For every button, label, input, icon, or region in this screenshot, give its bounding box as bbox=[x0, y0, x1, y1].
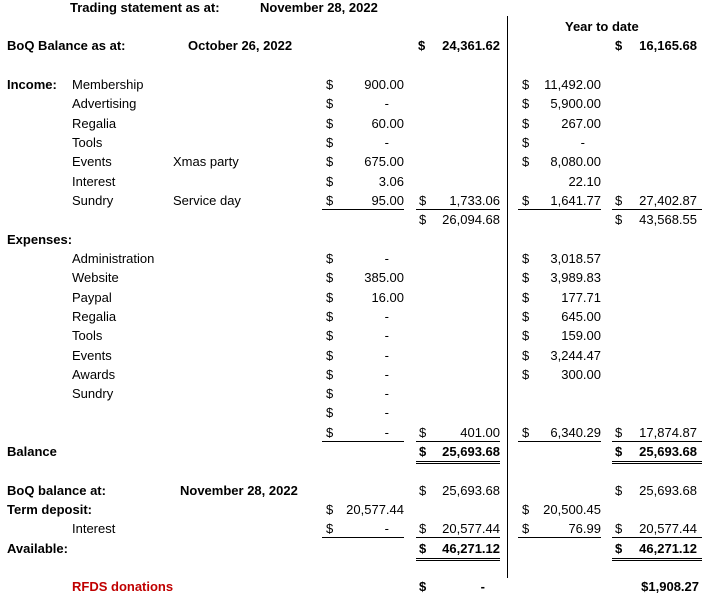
income-ytd-total-symbol: $ bbox=[615, 193, 623, 208]
expenses-ytd-total-symbol: $ bbox=[615, 425, 623, 440]
expense-symbol: $ bbox=[326, 270, 334, 285]
expense-ytd-symbol: $ bbox=[522, 270, 530, 285]
interest-ytd-symbol: $ bbox=[522, 521, 530, 536]
interest-total-symbol: $ bbox=[419, 521, 427, 536]
expenses-total: 401.00 bbox=[460, 425, 500, 440]
income-ytd-underline bbox=[518, 209, 601, 210]
income-amount: 900.00 bbox=[364, 77, 404, 92]
income-running-total: 26,094.68 bbox=[442, 212, 500, 227]
income-item: Regalia bbox=[72, 116, 117, 131]
expenses-ytd-total: 17,874.87 bbox=[639, 425, 697, 440]
ytd-divider bbox=[507, 16, 508, 578]
expense-ytd-symbol: $ bbox=[522, 367, 530, 382]
interest-total-underline bbox=[416, 537, 500, 538]
balance-ytd-amount: 25,693.68 bbox=[639, 444, 697, 459]
income-ytd-symbol: $ bbox=[522, 135, 530, 150]
expenses-ytd-sub-symbol: $ bbox=[522, 425, 530, 440]
income-ytd-running-total: 43,568.55 bbox=[639, 212, 697, 227]
opening-ytd-symbol: $ bbox=[615, 38, 623, 53]
interest-ytd-total-underline bbox=[612, 537, 702, 538]
income-ytd-running-symbol: $ bbox=[615, 212, 623, 227]
opening-ytd-amount: 16,165.68 bbox=[639, 38, 697, 53]
closing-ytd-amount: 25,693.68 bbox=[639, 483, 697, 498]
expenses-total-underline bbox=[416, 441, 500, 442]
closing-label: BoQ balance at: bbox=[7, 483, 106, 498]
income-ytd-amount: 267.00 bbox=[561, 116, 601, 131]
term-deposit-label: Term deposit: bbox=[7, 502, 92, 517]
income-ytd-amount: 8,080.00 bbox=[550, 154, 601, 169]
available-ytd-amount: 46,271.12 bbox=[639, 541, 697, 556]
expense-amount: - bbox=[384, 348, 389, 363]
opening-label: BoQ Balance as at: bbox=[7, 38, 126, 53]
income-item: Sundry bbox=[72, 193, 114, 208]
expenses-label: Expenses: bbox=[7, 232, 73, 247]
income-ytd-amount: 5,900.00 bbox=[550, 96, 601, 111]
expense-ytd-symbol: $ bbox=[522, 309, 530, 324]
expense-symbol: $ bbox=[326, 251, 334, 266]
closing-date: November 28, 2022 bbox=[180, 483, 298, 498]
expense-item: Events bbox=[72, 348, 112, 363]
opening-current-amount: 24,361.62 bbox=[442, 38, 500, 53]
expense-amount: 385.00 bbox=[364, 270, 404, 285]
interest-underline bbox=[322, 537, 404, 538]
available-double-underline bbox=[416, 558, 500, 561]
expenses-ytd-underline bbox=[518, 441, 601, 442]
expense-amount: 16.00 bbox=[371, 290, 404, 305]
opening-date: October 26, 2022 bbox=[188, 38, 293, 53]
expense-ytd-amount: 159.00 bbox=[561, 328, 601, 343]
expense-amount: - bbox=[384, 251, 389, 266]
expense-amount: - bbox=[384, 405, 389, 420]
income-ytd-symbol: $ bbox=[522, 116, 530, 131]
expenses-total-symbol: $ bbox=[419, 425, 427, 440]
income-symbol: $ bbox=[326, 154, 334, 169]
expense-amount: - bbox=[384, 309, 389, 324]
closing-amount: 25,693.68 bbox=[442, 483, 500, 498]
term-deposit-ytd-amount: 20,500.45 bbox=[543, 502, 601, 517]
income-symbol: $ bbox=[326, 77, 334, 92]
expense-item: Paypal bbox=[72, 290, 112, 305]
balance-symbol: $ bbox=[419, 444, 427, 459]
income-total-underline bbox=[416, 209, 500, 210]
expenses-ytd-subtotal: 6,340.29 bbox=[550, 425, 601, 440]
expense-ytd-symbol: $ bbox=[522, 290, 530, 305]
income-symbol: $ bbox=[326, 135, 334, 150]
interest-ytd-total: 20,577.44 bbox=[639, 521, 697, 536]
expense-ytd-amount: 645.00 bbox=[561, 309, 601, 324]
income-ytd-total: 27,402.87 bbox=[639, 193, 697, 208]
balance-label: Balance bbox=[7, 444, 57, 459]
income-running-symbol: $ bbox=[419, 212, 427, 227]
income-item: Events bbox=[72, 154, 112, 169]
balance-double-underline bbox=[416, 461, 500, 464]
available-label: Available: bbox=[7, 541, 68, 556]
statement-date: November 28, 2022 bbox=[260, 0, 378, 15]
interest-symbol: $ bbox=[326, 521, 334, 536]
expense-item: Sundry bbox=[72, 386, 114, 401]
income-ytd-symbol: $ bbox=[522, 77, 530, 92]
income-symbol: $ bbox=[326, 193, 334, 208]
expense-symbol: $ bbox=[326, 348, 334, 363]
income-note: Xmas party bbox=[173, 154, 239, 169]
interest-total: 20,577.44 bbox=[442, 521, 500, 536]
expense-symbol: $ bbox=[326, 328, 334, 343]
expense-ytd-symbol: $ bbox=[522, 328, 530, 343]
term-deposit-symbol: $ bbox=[326, 502, 334, 517]
expense-item: Administration bbox=[72, 251, 155, 266]
income-note: Service day bbox=[173, 193, 241, 208]
ytd-heading: Year to date bbox=[565, 19, 639, 34]
statement-title: Trading statement as at: bbox=[70, 0, 220, 15]
expenses-ytd-total-underline bbox=[612, 441, 702, 442]
income-ytd-symbol: $ bbox=[522, 96, 530, 111]
expense-ytd-amount: 3,244.47 bbox=[550, 348, 601, 363]
available-ytd-symbol: $ bbox=[615, 541, 623, 556]
income-item: Tools bbox=[72, 135, 103, 150]
expense-item: Regalia bbox=[72, 309, 117, 324]
expense-symbol: $ bbox=[326, 405, 334, 420]
expense-symbol: $ bbox=[326, 309, 334, 324]
closing-ytd-symbol: $ bbox=[615, 483, 623, 498]
income-ytd-symbol: $ bbox=[522, 193, 530, 208]
rfds-symbol: $ bbox=[419, 579, 427, 594]
expense-amount: - bbox=[384, 425, 389, 440]
income-amount: 3.06 bbox=[378, 174, 404, 189]
income-total: 1,733.06 bbox=[449, 193, 500, 208]
balance-amount: 25,693.68 bbox=[442, 444, 500, 459]
income-ytd-amount: - bbox=[580, 135, 585, 150]
expense-symbol: $ bbox=[326, 386, 334, 401]
expense-ytd-amount: 3,989.83 bbox=[550, 270, 601, 285]
income-item: Membership bbox=[72, 77, 144, 92]
income-symbol: $ bbox=[326, 116, 334, 131]
expense-item: Awards bbox=[72, 367, 116, 382]
expense-symbol: $ bbox=[326, 367, 334, 382]
expense-ytd-amount: 3,018.57 bbox=[550, 251, 601, 266]
expense-ytd-symbol: $ bbox=[522, 251, 530, 266]
rfds-ytd-amount: $1,908.27 bbox=[641, 579, 699, 594]
expense-amount: - bbox=[384, 386, 389, 401]
available-symbol: $ bbox=[419, 541, 427, 556]
income-amount: - bbox=[384, 135, 389, 150]
income-ytd-symbol: $ bbox=[522, 154, 530, 169]
income-label: Income: bbox=[7, 77, 57, 92]
balance-ytd-symbol: $ bbox=[615, 444, 623, 459]
rfds-amount: - bbox=[480, 579, 485, 594]
income-amount: - bbox=[384, 96, 389, 111]
expense-amount: - bbox=[384, 328, 389, 343]
available-amount: 46,271.12 bbox=[442, 541, 500, 556]
term-deposit-ytd-symbol: $ bbox=[522, 502, 530, 517]
interest-ytd-total-symbol: $ bbox=[615, 521, 623, 536]
expense-item: Tools bbox=[72, 328, 103, 343]
balance-ytd-double-underline bbox=[612, 461, 702, 464]
expense-ytd-symbol: $ bbox=[522, 348, 530, 363]
expense-symbol: $ bbox=[326, 425, 334, 440]
income-amount: 60.00 bbox=[371, 116, 404, 131]
income-ytd-amount: 22.10 bbox=[568, 174, 601, 189]
income-symbol: $ bbox=[326, 96, 334, 111]
interest-ytd-underline bbox=[518, 537, 601, 538]
income-ytd-amount: 1,641.77 bbox=[550, 193, 601, 208]
opening-current-symbol: $ bbox=[418, 38, 426, 53]
income-underline bbox=[322, 209, 404, 210]
income-amount: 95.00 bbox=[371, 193, 404, 208]
income-item: Interest bbox=[72, 174, 116, 189]
income-amount: 675.00 bbox=[364, 154, 404, 169]
expense-ytd-amount: 300.00 bbox=[561, 367, 601, 382]
expenses-underline bbox=[322, 441, 404, 442]
income-symbol: $ bbox=[326, 174, 334, 189]
expense-amount: - bbox=[384, 367, 389, 382]
income-total-symbol: $ bbox=[419, 193, 427, 208]
interest-amount: - bbox=[384, 521, 389, 536]
income-ytd-amount: 11,492.00 bbox=[544, 77, 601, 92]
interest-label: Interest bbox=[72, 521, 116, 536]
income-ytd-total-underline bbox=[612, 209, 702, 210]
term-deposit-amount: 20,577.44 bbox=[346, 502, 404, 517]
expense-item: Website bbox=[72, 270, 119, 285]
available-ytd-double-underline bbox=[612, 558, 702, 561]
income-item: Advertising bbox=[72, 96, 137, 111]
interest-ytd-amount: 76.99 bbox=[568, 521, 601, 536]
expense-symbol: $ bbox=[326, 290, 334, 305]
closing-symbol: $ bbox=[419, 483, 427, 498]
rfds-donations-label: RFDS donations bbox=[72, 579, 174, 594]
expense-ytd-amount: 177.71 bbox=[561, 290, 601, 305]
